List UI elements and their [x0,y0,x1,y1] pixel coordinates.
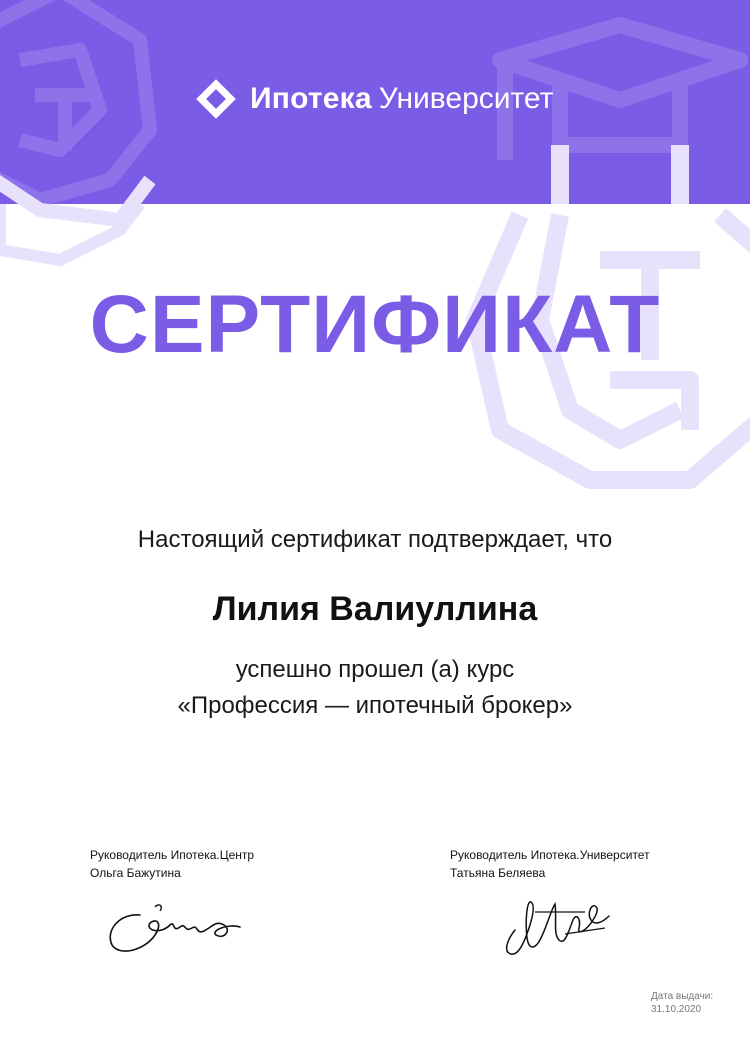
signatory-role: Руководитель Ипотека.Университет [450,848,650,862]
signature-left-icon [100,895,260,965]
signatory-right [450,846,650,882]
issue-date-value: 31.10.2020 [651,1004,702,1015]
confirm-text: Настоящий сертификат подтверждает, что [137,526,613,553]
signatory-name: Татьяна Беляева [450,866,546,880]
signatory-name: Ольга Бажутина [90,866,181,880]
brand-logo [196,79,553,119]
certificate-title: СЕРТИФИКАТ [89,279,661,370]
brand-name-light: Университет [378,82,554,115]
course-name: «Профессия — ипотечный брокер» [177,692,573,719]
signature-right-icon [495,890,615,965]
passed-text: успешно прошел (а) курс [235,656,515,683]
brand-name-bold: Ипотека [250,82,372,115]
signatory-left [90,846,254,882]
signatory-role: Руководитель Ипотека.Центр [90,848,255,862]
recipient-name: Лилия Валиуллина [212,590,538,628]
diamond-logo-icon [196,79,236,119]
issue-date-label: Дата выдачи: [651,991,714,1002]
issue-date [651,990,713,1016]
